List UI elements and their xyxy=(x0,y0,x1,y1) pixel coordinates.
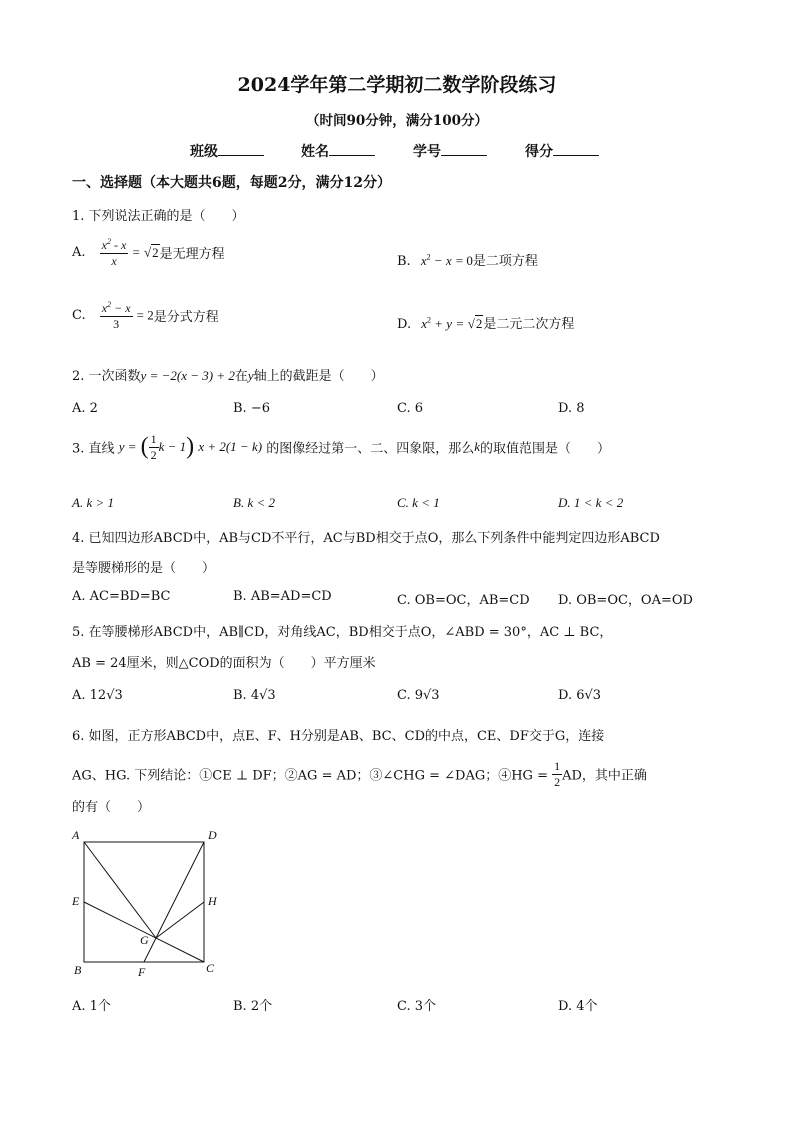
q6-option-b: B. 2个 xyxy=(233,999,273,1014)
label-e: E xyxy=(72,894,80,908)
score-field: 得分 xyxy=(525,141,599,161)
label-b: B xyxy=(74,963,82,977)
page-title: 2024学年第二学期初二数学阶段练习 xyxy=(237,74,557,96)
q3-option-a: A. k > 1 xyxy=(72,495,114,510)
q4-option-b: B. AB=AD=CD xyxy=(233,589,332,604)
q5-stem-line1: 5. 在等腰梯形ABCD中，AB∥CD，对角线AC，BD相交于点O，∠ABD = 30°，AC ⊥ BC， xyxy=(72,625,613,640)
segment-ec xyxy=(84,902,204,962)
q3-option-d: D. 1 < k < 2 xyxy=(558,495,624,510)
q2-option-b: B. −6 xyxy=(233,401,270,416)
name-field: 姓名 xyxy=(301,141,375,161)
q5-option-b: B. 4√3 xyxy=(233,688,276,703)
square-figure xyxy=(66,824,226,984)
score-blank[interactable] xyxy=(553,141,599,156)
section-heading: 一、选择题（本大题共6题，每题2分，满分12分） xyxy=(72,175,391,191)
q4-option-c: C. OB=OC，AB=CD xyxy=(397,593,530,608)
q2-stem: 2. 一次函数y = −2(x − 3) + 2在y轴上的截距是（ ） xyxy=(72,368,384,384)
student-id-blank[interactable] xyxy=(441,141,487,156)
q6-stem-line2: AG、HG. 下列结论：①CE ⊥ DF；②AG = AD；③∠CHG = ∠DAG；④HG = $\frac{1}{2}$ AD，其中正确 xyxy=(72,759,647,789)
segment-hg xyxy=(156,902,204,938)
q3-option-c: C. k < 1 xyxy=(397,495,440,510)
q5-stem-line2: AB = 24厘米，则△COD的面积为（ ）平方厘米 xyxy=(72,656,376,671)
q5-option-a: A. 12√3 xyxy=(72,688,123,703)
q4-stem-line2: 是等腰梯形的是（ ） xyxy=(72,561,216,576)
q3-option-b: B. k < 2 xyxy=(233,495,275,510)
q2-option-d: D. 8 xyxy=(558,401,585,416)
segment-ag xyxy=(84,842,156,938)
class-field: 班级 xyxy=(190,141,264,161)
label-a: A xyxy=(72,828,80,842)
q5-option-d: D. 6√3 xyxy=(558,688,602,703)
q1-option-c: C. $\frac{x^2 - x}{3}$ = 2是分式方程 xyxy=(72,300,219,331)
q1-stem: 1. 下列说法正确的是（ ） xyxy=(72,209,245,224)
label-d: D xyxy=(208,828,217,842)
q1-option-b: B. $x^2 - x = 0$是二项方程 xyxy=(397,252,538,269)
label-c: C xyxy=(206,961,215,975)
q5-option-c: C. 9√3 xyxy=(397,688,440,703)
label-f: F xyxy=(138,965,146,979)
name-blank[interactable] xyxy=(329,141,375,156)
q6-stem-line1: 6. 如图，正方形ABCD中，点E、F、H分别是AB、BC、CD的中点，CE、DF交于G，连接 xyxy=(72,729,605,744)
q4-option-a: A. AC=BD=BC xyxy=(72,589,171,604)
q2-option-a: A. 2 xyxy=(72,401,98,416)
label-h: H xyxy=(208,894,217,908)
q6-option-a: A. 1个 xyxy=(72,999,111,1014)
q4-option-d: D. OB=OC，OA=OD xyxy=(558,593,693,608)
q6-option-d: D. 4个 xyxy=(558,999,598,1014)
q6-stem-line3: 的有（ ） xyxy=(72,800,151,815)
exam-subtitle: （时间90分钟，满分100分） xyxy=(306,113,488,129)
q1-option-a: A. $\frac{x^2 - x}{x}$ = √2是无理方程 xyxy=(72,237,225,268)
student-id-field: 学号 xyxy=(413,141,487,161)
segment-df xyxy=(144,842,204,962)
q4-stem-line1: 4. 已知四边形ABCD中，AB与CD不平行，AC与BD相交于点O，那么下列条件中能判定四边形ABCD xyxy=(72,531,660,546)
label-g: G xyxy=(140,933,149,947)
q1-option-d: D. $x^2 + y = √2$是二元二次方程 xyxy=(397,315,575,332)
class-blank[interactable] xyxy=(218,141,264,156)
q3-stem: 3. 直线 y = ( $\frac{1}{2}$ k − 1) x + 2(1 − k) 的图像经过第一、二、四象限，那么k的取值范围是（ ） xyxy=(72,432,611,462)
q6-option-c: C. 3个 xyxy=(397,999,437,1014)
q2-option-c: C. 6 xyxy=(397,401,424,416)
